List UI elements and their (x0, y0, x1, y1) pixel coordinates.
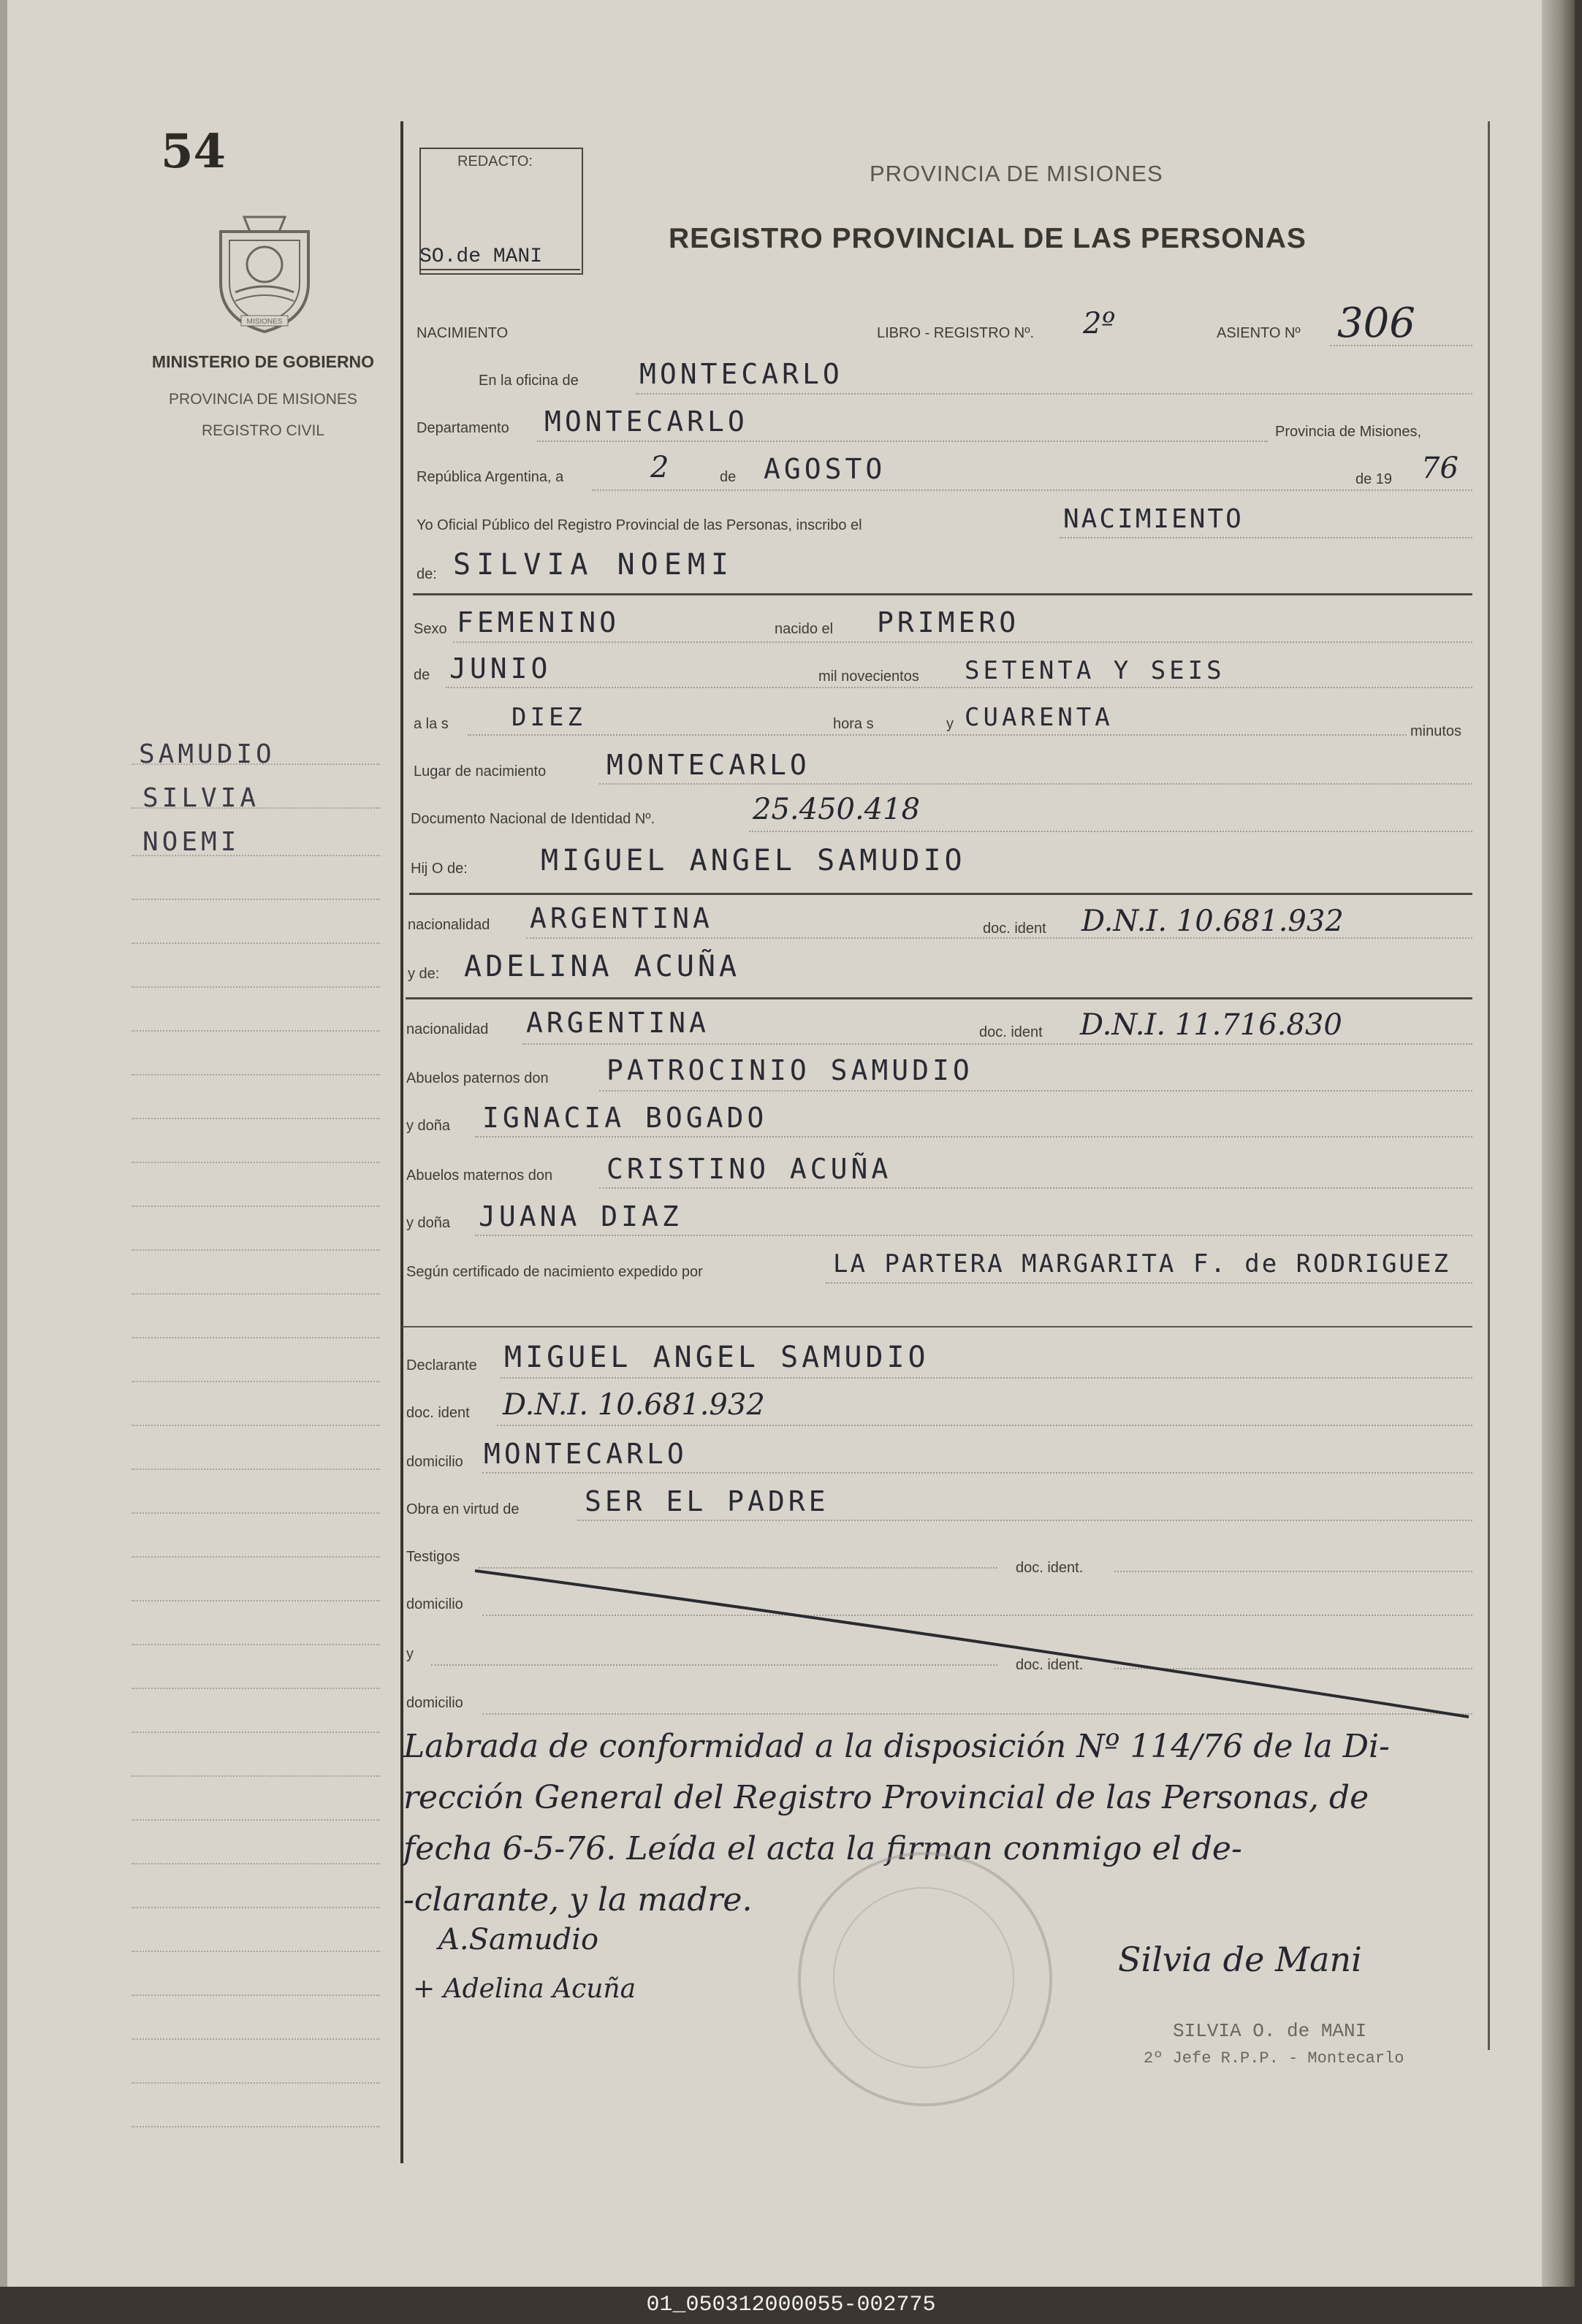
lugar-line (599, 783, 1472, 785)
oficial-line (1060, 537, 1472, 538)
padre-line (409, 893, 1472, 895)
testigos-label: Testigos (406, 1549, 460, 1565)
note-line-2: rección General del Registro Provincial de las Personas, de (403, 1779, 1369, 1816)
ydona1-label: y doña (406, 1118, 451, 1134)
y-label: y (946, 716, 954, 732)
nac2-value: ARGENTINA (526, 1007, 710, 1039)
docid2-value: D.N.I. 11.716.830 (1080, 1008, 1342, 1042)
asiento-value: 306 (1337, 300, 1415, 347)
mil-label: mil novecientos (818, 668, 919, 685)
signature-madre: + Adelina Acuña (413, 1974, 636, 2004)
provincia-label: Provincia de Misiones, (1275, 424, 1422, 440)
name-line (413, 593, 1472, 595)
province-label-left: PROVINCIA DE MISIONES (169, 391, 357, 408)
official-seal-inner (833, 1887, 1014, 2068)
redacto-name: SO.de MANI (419, 245, 543, 268)
de-label: de (720, 469, 737, 485)
page-stack-edge (1542, 0, 1575, 2287)
name-value: SILVIA NOEMI (453, 548, 734, 582)
footer-code: 01_050312000055-002775 (0, 2287, 1582, 2324)
abp-label: Abuelos paternos don (406, 1070, 549, 1086)
minutos-value: CUARENTA (965, 703, 1114, 732)
hijo-label: Hij O de: (411, 861, 468, 877)
asiento-line (1330, 345, 1472, 346)
yde-label: y de: (408, 966, 440, 982)
domicilio-line (482, 1472, 1472, 1474)
year-value: 76 (1421, 452, 1459, 485)
right-border (1488, 121, 1490, 2050)
departamento-line (537, 441, 1268, 442)
domicilio-label: domicilio (406, 1454, 463, 1470)
abm-label: Abuelos maternos don (406, 1167, 553, 1184)
de-name-label: de: (417, 566, 437, 582)
nacido-value: PRIMERO (877, 606, 1020, 639)
nac1-label: nacionalidad (408, 917, 490, 933)
de19-label: de 19 (1355, 471, 1393, 487)
declarante-value: MIGUEL ANGEL SAMUDIO (504, 1341, 929, 1374)
decl-doc-label: doc. ident (406, 1405, 470, 1421)
section-divider (402, 1326, 1472, 1327)
madre-value: ADELINA ACUÑA (464, 950, 741, 983)
mes-value: JUNIO (449, 652, 552, 685)
libro-value: 2º (1083, 307, 1116, 340)
nac1-value: ARGENTINA (530, 902, 713, 934)
departamento-value: MONTECARLO (544, 405, 748, 438)
sexo-line (453, 641, 1472, 643)
minutos-label: minutos (1410, 723, 1462, 739)
lugar-value: MONTECARLO (606, 749, 810, 781)
hora-label: hora s (833, 716, 874, 732)
abp2-value: IGNACIA BOGADO (482, 1102, 768, 1134)
docid1-value: D.N.I. 10.681.932 (1081, 904, 1344, 938)
margin-note-line-3: NOEMI (142, 827, 240, 857)
decl-doc-value: D.N.I. 10.681.932 (503, 1388, 765, 1422)
day-value: 2 (650, 451, 669, 484)
departamento-label: Departamento (417, 420, 509, 436)
padre-value: MIGUEL ANGEL SAMUDIO (541, 844, 966, 877)
madre-line (406, 997, 1472, 999)
abm2-value: JUANA DIAZ (479, 1200, 682, 1233)
abm-value: CRISTINO ACUÑA (606, 1153, 892, 1185)
margin-note-line-1: SAMUDIO (139, 739, 275, 769)
de-mes-label: de (414, 667, 430, 683)
month-value: AGOSTO (764, 453, 886, 485)
signature-declarante: A.Samudio (438, 1923, 599, 1957)
stamp-official-name: SILVIA O. de MANI (1173, 2020, 1367, 2042)
declarante-line (501, 1377, 1472, 1379)
t2-doc-label: doc. ident. (1016, 1657, 1084, 1673)
testigos-dom-label: domicilio (406, 1596, 463, 1612)
oficial-value: NACIMIENTO (1063, 504, 1244, 534)
mil-value: SETENTA Y SEIS (965, 656, 1225, 685)
declarante-label: Declarante (406, 1357, 477, 1374)
alas-label: a la s (414, 716, 449, 732)
horas-line (468, 734, 1407, 736)
stamp-official-title: 2º Jefe R.P.P. - Montecarlo (1144, 2049, 1404, 2068)
mes-line (446, 687, 1472, 688)
sexo-value: FEMENINO (457, 606, 620, 639)
libro-label: LIBRO - REGISTRO Nº. (877, 325, 1035, 341)
crest-emblem (206, 213, 323, 338)
obra-value: SER EL PADRE (585, 1485, 829, 1517)
cert-label: Según certificado de nacimiento expedido por (406, 1264, 703, 1280)
asiento-label: ASIENTO Nº (1217, 325, 1301, 341)
republica-line (592, 489, 1472, 491)
crest-text: MISIONES (246, 318, 283, 326)
obra-line (577, 1520, 1472, 1521)
lugar-label: Lugar de nacimiento (414, 763, 547, 780)
domicilio-value: MONTECARLO (484, 1438, 688, 1470)
margin-note-line-2: SILVIA (142, 783, 260, 813)
nacido-label: nacido el (775, 621, 834, 637)
cert-value: LA PARTERA MARGARITA F. de RODRIGUEZ (833, 1249, 1450, 1279)
dni-line (749, 831, 1472, 832)
nac2-label: nacionalidad (406, 1021, 489, 1037)
note-line-1: Labrada de conformidad a la disposición Nº 114/76 de la Di- (403, 1728, 1390, 1765)
page-number: 54 (161, 124, 227, 179)
cancel-stroke (402, 1549, 1476, 1724)
abm2-line (475, 1235, 1472, 1236)
oficial-label: Yo Oficial Público del Registro Provincial de las Personas, inscribo el (417, 517, 862, 533)
dni-label: Documento Nacional de Identidad Nº. (411, 811, 655, 827)
docid2-label: doc. ident (979, 1024, 1043, 1040)
decl-doc-line (497, 1425, 1472, 1426)
abp-value: PATROCINIO SAMUDIO (606, 1054, 973, 1086)
signature-oficial: Silvia de Mani (1118, 1940, 1362, 1979)
redacto-label: REDACTO: (457, 153, 533, 169)
oficina-value: MONTECARLO (639, 358, 843, 390)
header-province: PROVINCIA DE MISIONES (870, 161, 1163, 186)
note-line-3: fecha 6-5-76. Leída el acta la firman conmigo el de- (403, 1830, 1242, 1867)
registry-label-left: REGISTRO CIVIL (201, 422, 325, 439)
abp2-line (475, 1136, 1472, 1138)
oficina-line (636, 393, 1472, 395)
abm-line (599, 1187, 1472, 1189)
obra-label: Obra en virtud de (406, 1501, 520, 1517)
nac1-line (526, 937, 1472, 939)
header-registry: REGISTRO PROVINCIAL DE LAS PERSONAS (669, 223, 1307, 254)
record-type-label: NACIMIENTO (417, 325, 509, 341)
note-line-4: -clarante, y la madre. (403, 1881, 753, 1919)
dni-value: 25.450.418 (753, 793, 921, 826)
docid1-label: doc. ident (983, 921, 1046, 937)
ministry-label: MINISTERIO DE GOBIERNO (151, 352, 375, 371)
abp-line (599, 1090, 1472, 1091)
testigos-doc-label: doc. ident. (1016, 1560, 1084, 1576)
redacto-divider (419, 269, 580, 270)
y2-label: y (406, 1646, 414, 1662)
t2-dom-label: domicilio (406, 1695, 463, 1711)
sexo-label: Sexo (414, 621, 447, 637)
cert-line (826, 1282, 1472, 1284)
republica-label: República Argentina, a (417, 469, 564, 485)
horas-value: DIEZ (512, 703, 586, 732)
ydona2-label: y doña (406, 1215, 451, 1231)
oficina-label: En la oficina de (479, 373, 579, 389)
nac2-line (522, 1043, 1472, 1045)
